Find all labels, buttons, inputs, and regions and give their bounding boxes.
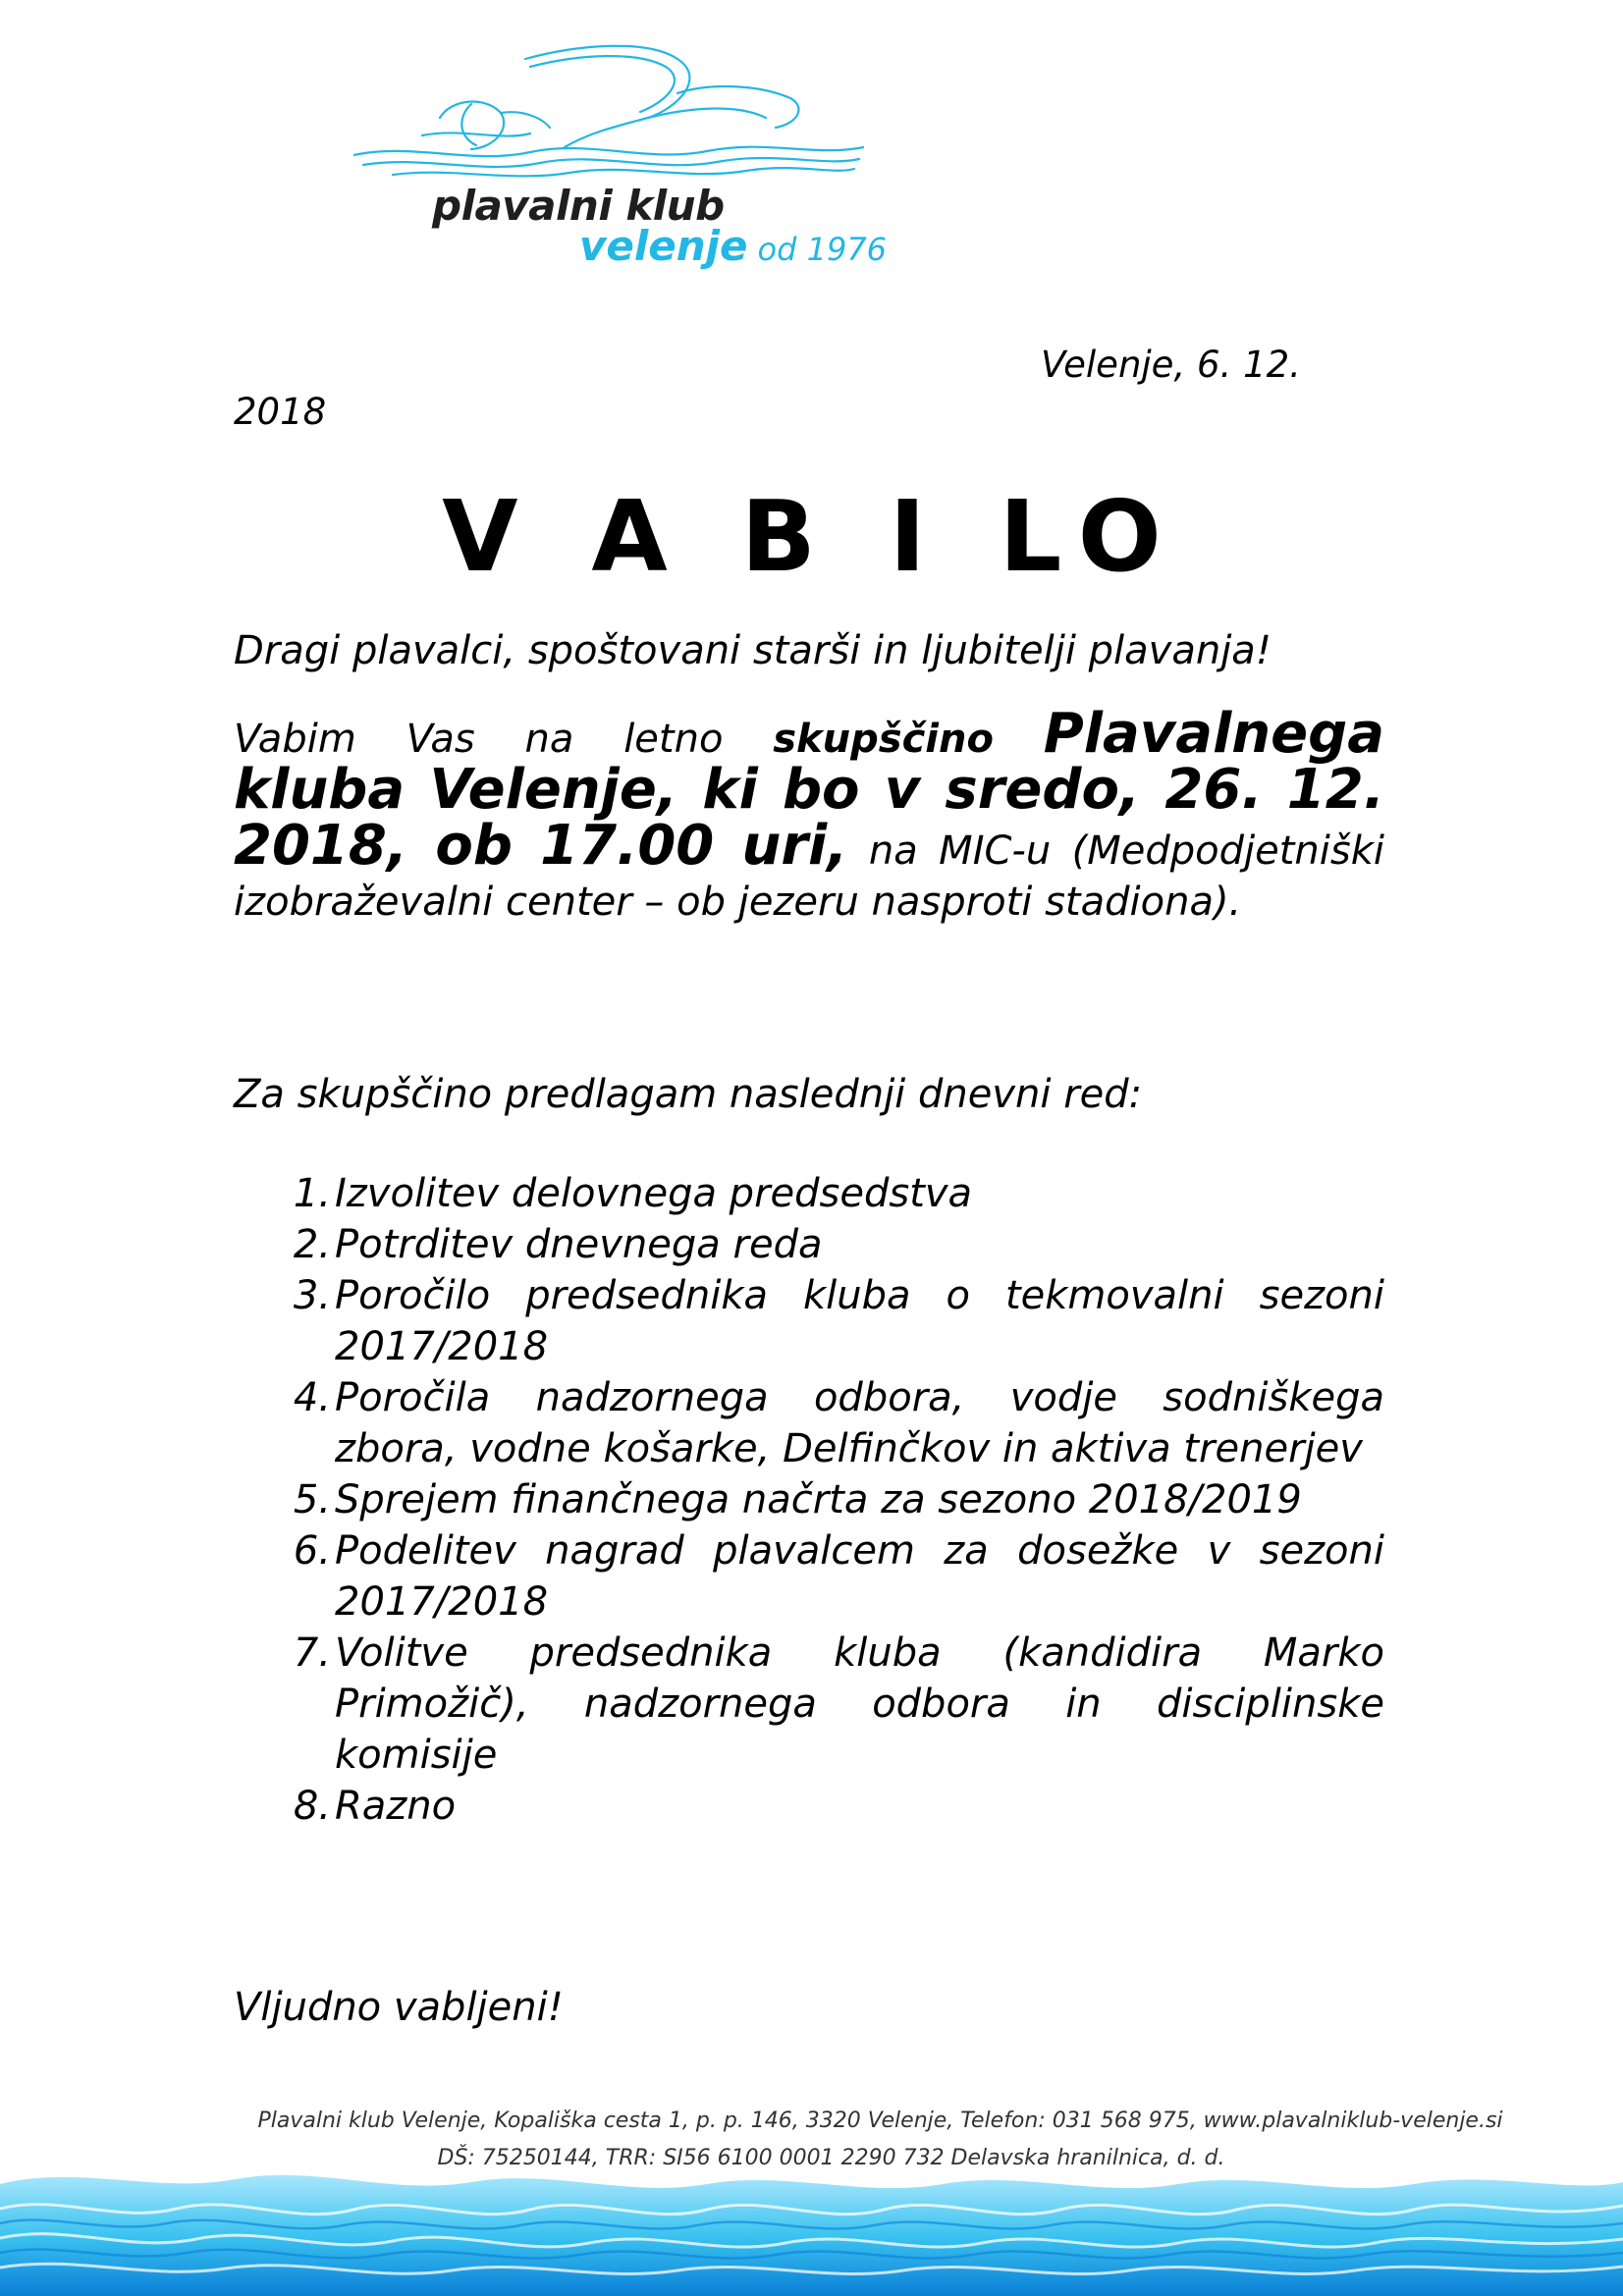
greeting: Dragi plavalci, spoštovani starši in ljubitelji plavanja! <box>234 628 1271 673</box>
agenda-item-text: Potrditev dnevnega reda <box>335 1222 823 1267</box>
agenda-item-text: Razno <box>335 1784 457 1829</box>
agenda-item-number: 8. <box>293 1784 331 1829</box>
footer-bank-info: DŠ: 75250144, TRR: SI56 6100 0001 2290 732 Delavska hranilnica, d. d. <box>437 2146 1225 2170</box>
agenda-item-text: Poročilo predsednika kluba o tekmovalni sezoni 2017/2018 <box>335 1273 1384 1369</box>
agenda-item-number: 3. <box>293 1273 331 1318</box>
agenda-item-text: Izvolitev delovnega predsedstva <box>335 1171 973 1216</box>
agenda-item <box>280 1628 1384 1781</box>
agenda-item-text: Poročila nadzornega odbora, vodje sodniškega zbora, vodne košarke, Delfinčkov in aktiva trenerjev <box>335 1375 1384 1471</box>
agenda-item-number: 2. <box>293 1222 331 1267</box>
agenda-intro: Za skupščino predlagam naslednji dnevni red: <box>234 1072 1143 1117</box>
agenda-item-text: Volitve predsednika kluba (kandidira Marko Primožič), nadzornega odbora in disciplinske komisije <box>335 1630 1384 1778</box>
logo-text-line2 <box>579 222 887 270</box>
swimmer-logo-icon <box>353 39 864 187</box>
water-waves-icon <box>0 2155 1623 2296</box>
agenda-item <box>280 1168 1384 1219</box>
invitation-space <box>994 717 1044 762</box>
letter-date: Velenje, 6. 12. <box>1041 344 1301 386</box>
logo-text-line1: plavalni klub <box>432 182 725 230</box>
logo-text-since: od 1976 <box>757 231 888 268</box>
invitation-paragraph <box>234 702 1384 928</box>
agenda-item <box>280 1474 1384 1525</box>
agenda-item-text: Sprejem finančnega načrta za sezono 2018/2019 <box>335 1477 1302 1522</box>
agenda-item <box>280 1270 1384 1372</box>
agenda-item-number: 7. <box>293 1630 331 1676</box>
agenda-item <box>280 1525 1384 1628</box>
agenda-item-text: Podelitev nagrad plavalcem za dosežke v sezoni 2017/2018 <box>335 1528 1384 1625</box>
footer-address: Plavalni klub Velenje, Kopališka cesta 1, p. p. 146, 3320 Velenje, Telefon: 031 568 975, www.plavalniklub-velenje.si <box>257 2109 1503 2133</box>
agenda-item-number: 5. <box>293 1477 331 1522</box>
agenda-item-number: 1. <box>293 1171 331 1216</box>
club-logo <box>353 39 982 285</box>
agenda-item <box>280 1219 1384 1270</box>
invitation-club-date: Plavalnega kluba Velenje, ki bo v sredo, 26. 12. 2018, ob 17.00 uri, <box>234 702 1384 878</box>
agenda-item-number: 6. <box>293 1528 331 1574</box>
agenda-item <box>280 1781 1384 1832</box>
closing-line: Vljudno vabljeni! <box>234 1985 564 2030</box>
agenda-list <box>280 1168 1384 1832</box>
invitation-location: na MIC-u (Medpodjetniški izobraževalni center – ob jezeru nasproti stadiona). <box>234 828 1384 925</box>
invitation-assembly: skupščino <box>773 717 994 762</box>
page-title: V A B I LO <box>442 479 1181 594</box>
agenda-item <box>280 1372 1384 1474</box>
invitation-text-1: Vabim Vas na letno <box>234 717 774 762</box>
logo-text-velenje: velenje <box>579 222 748 270</box>
agenda-item-number: 4. <box>293 1375 331 1420</box>
letter-date-year: 2018 <box>234 391 327 433</box>
